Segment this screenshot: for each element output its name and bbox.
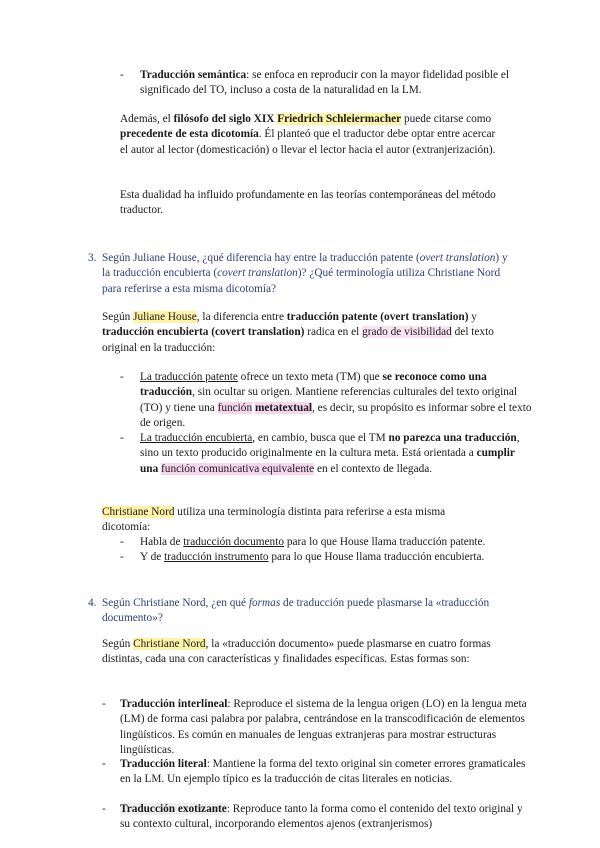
highlight-name: Juliane House	[133, 311, 197, 323]
text-run: Además, el	[120, 113, 174, 125]
text-run: , la diferencia entre	[196, 311, 287, 323]
bullet-text: : Mantiene la forma del texto original sin cometer errores gramaticales en la LM. Un ejemplo típico es la traducción de citas literales en noticias.	[120, 758, 526, 786]
bullet-dash: -	[102, 698, 106, 710]
text-run: , es decir, su propósito es informar sobre el texto de origen.	[140, 401, 532, 430]
bullet-term: Traducción literal	[120, 758, 207, 770]
highlight-phrase: función	[217, 401, 253, 414]
question-3	[88, 251, 516, 297]
paragraph-schleiermacher	[120, 112, 502, 158]
text-run: radica en el	[304, 326, 363, 339]
text-run: para lo que House llama traducción patente.	[284, 536, 486, 548]
italic-run: formas	[248, 597, 281, 609]
highlight-name: Friedrich Schleiermacher	[277, 113, 402, 125]
form-literal	[102, 757, 532, 788]
bullet-text: : se enfoca en reproducir con la mayor fidelidad posible el significado del TO, incluso a costa de la naturalidad en la LM.	[140, 69, 510, 97]
text-run: . Él planteó que el traductor debe optar entre acercar el autor al lector (domesticación) o llevar el lector hacia el autor (extranjerización).	[120, 128, 496, 156]
text-run: )? ¿Qué terminología utiliza Christiane Nord para referirse a esta misma dicotomía?	[102, 267, 501, 295]
bullet-dash: -	[120, 536, 124, 548]
question-number: 4.	[88, 597, 97, 609]
bullet-text: : Reproduce tanto la forma como el contenido del texto original y su contexto cultural, incorporando elementos ajenos (extranjerismos)	[120, 803, 523, 831]
italic-run: overt translation	[419, 252, 496, 264]
bullet-text: : Reproduce el sistema de la lengua origen (LO) en la lengua meta (LM) de forma casi palabra por palabra, centrándose en la transcodificación de elementos lingüísticos. Es común en manuales de lenguas extranjeras para mostrar estructuras lingüísticas.	[120, 698, 527, 757]
bullet-traduccion-patente	[120, 370, 532, 432]
underline-run: La traducción encubierta	[140, 432, 253, 444]
highlight-phrase: grado de visibilidad	[362, 326, 452, 339]
text-run: utiliza una terminología distinta para referirse a esta misma dicotomía:	[102, 506, 446, 534]
text-run: Habla de	[140, 536, 184, 548]
italic-run: covert translation	[217, 267, 298, 280]
highlight-name: Christiane Nord	[102, 506, 175, 518]
bold-run: traducción patente (overt translation)	[286, 311, 469, 323]
paragraph-house	[102, 310, 510, 356]
bold-run: filósofo del siglo XIX	[173, 113, 275, 125]
bullet-traduccion-semantica	[120, 68, 520, 99]
bullet-dash: -	[120, 69, 124, 81]
bullet-term: Traducción semántica	[140, 69, 247, 81]
bold-run: cumplir una	[140, 447, 515, 475]
text-run: puede citarse como	[401, 113, 492, 125]
text-run: , sin ocultar su origen. Mantiene referencias culturales del texto original (TO) y tiene una	[140, 386, 518, 414]
paragraph-forms	[102, 637, 514, 668]
text-run: en el contexto de llegada.	[314, 462, 433, 475]
bullet-term: Traducción interlineal	[120, 698, 228, 710]
text-run: Según Juliane House, ¿qué diferencia hay entre la traducción patente (	[102, 252, 420, 264]
bullet-traduccion-encubierta	[120, 431, 532, 477]
question-number: 3.	[88, 252, 97, 264]
paragraph-duality: Esta dualidad ha influido profundamente en las teorías contemporáneas del método traductor.	[120, 189, 496, 217]
bullet-dash: -	[120, 551, 124, 563]
bold-run: precedente de esta dicotomía	[120, 128, 259, 141]
text-run: ) y la traducción encubierta (	[102, 252, 508, 280]
form-exotizante	[102, 802, 532, 833]
underline-run: traducción documento	[183, 536, 284, 548]
highlight-name: Christiane Nord	[133, 638, 206, 650]
bullet-dash: -	[102, 803, 106, 815]
underline-run: traducción instrumento	[164, 551, 269, 563]
paragraph-nord	[102, 505, 482, 536]
bullet-term: Traducción exotizante	[120, 803, 227, 815]
highlight-phrase: función comunicativa equivalente	[161, 462, 315, 475]
bullet-dash: -	[120, 432, 124, 444]
bullet-nord-instrumento	[120, 550, 540, 565]
bold-run: no parezca una traducción	[388, 432, 517, 444]
text-run: Y de	[140, 551, 165, 563]
question-4	[88, 596, 502, 627]
bold-run: traducción encubierta (covert translation)	[102, 326, 305, 339]
text-run: del texto original en la traducción:	[102, 326, 494, 354]
text-run: Según	[102, 311, 134, 323]
bullet-nord-documento	[120, 535, 540, 550]
text-run: Según Christiane Nord, ¿en qué	[102, 597, 249, 609]
bullet-dash: -	[102, 758, 106, 770]
highlight-bold-run: metatextual	[254, 401, 313, 414]
text-run: ofrece un texto meta (TM) que	[237, 371, 383, 383]
bullet-dash: -	[120, 371, 124, 383]
text-run: , en cambio, busca que el TM	[252, 432, 389, 444]
text-run: para lo que House llama traducción encubierta.	[268, 551, 485, 563]
bold-run: se reconoce como una traducción	[140, 371, 487, 399]
text-run: Según	[102, 638, 134, 650]
text-run: de traducción puede plasmarse la «traducción documento»?	[102, 597, 490, 625]
text-run: y	[468, 311, 477, 323]
text-run: , la «traducción documento» puede plasmarse en cuatro formas distintas, cada una con características y finalidades específicas. Estas formas son:	[102, 638, 491, 666]
text-run: , sino un texto producido originalmente en la cultura meta. Está orientada a	[140, 432, 520, 460]
underline-run: La traducción patente	[140, 371, 238, 383]
form-interlineal	[102, 697, 532, 759]
